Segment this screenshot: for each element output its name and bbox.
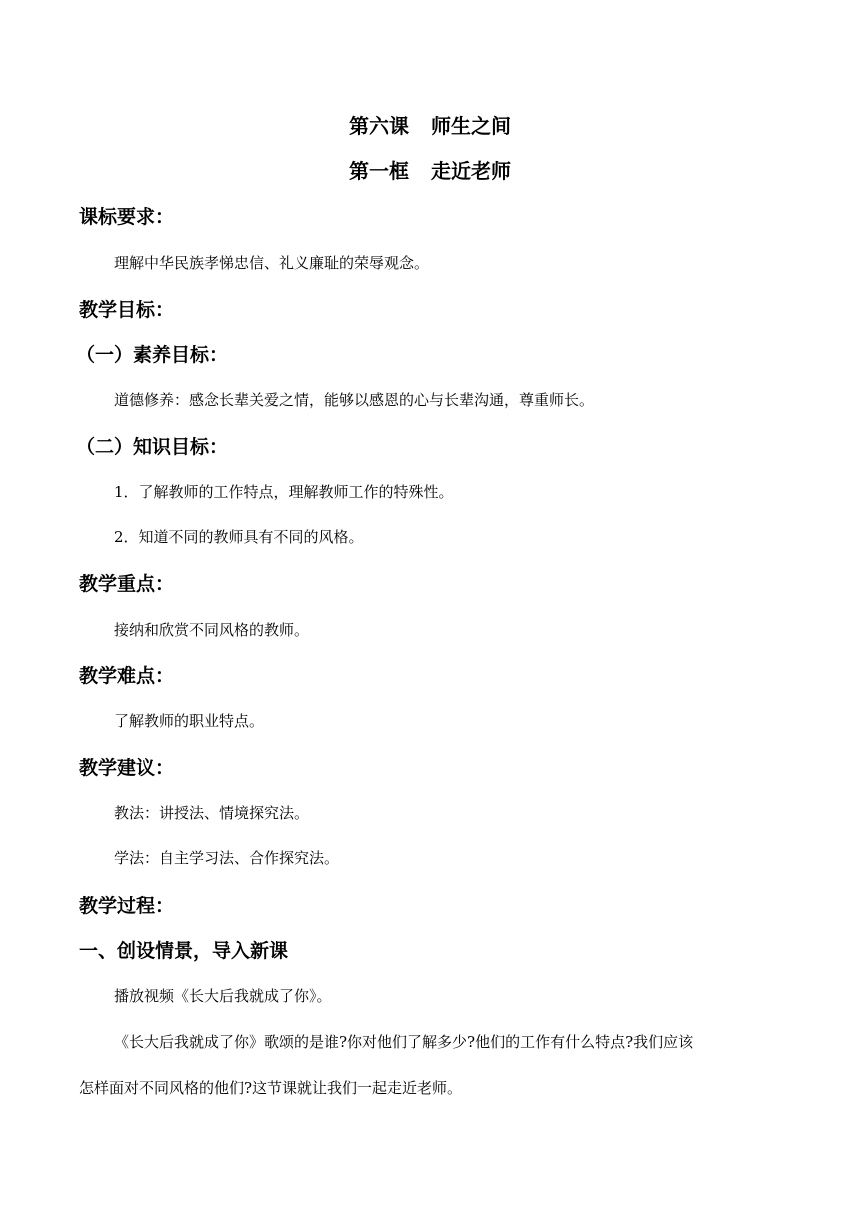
key-text: 接纳和欣赏不同风格的教师。: [114, 621, 310, 639]
standard-text: 理解中华民族孝悌忠信、礼义廉耻的荣辱观念。: [114, 254, 430, 272]
difficulty-text: 了解教师的职业特点。: [114, 712, 265, 730]
advice-heading: 教学建议：: [79, 757, 175, 779]
lesson-name: 师生之间: [431, 114, 511, 138]
advice-teaching-method: 教法：讲授法、情境探究法。: [114, 804, 310, 822]
lesson-title: [0, 116, 860, 136]
frame-number: 第一框: [349, 159, 409, 183]
knowledge-item-2: 2．知道不同的教师具有不同的风格。: [114, 528, 364, 546]
lesson-number: 第六课: [349, 114, 409, 138]
goals-heading: 教学目标：: [79, 299, 175, 321]
key-heading: 教学重点：: [79, 573, 175, 595]
step1-text-question-line2: 怎样面对不同风格的他们?这节课就让我们一起走近老师。: [79, 1079, 463, 1097]
step1-text-question-line1: 《长大后我就成了你》歌颂的是谁?你对他们了解多少?他们的工作有什么特点?我们应该: [114, 1033, 694, 1051]
step1-text-video: 播放视频《长大后我就成了你》。: [114, 987, 332, 1005]
standard-heading: 课标要求：: [79, 206, 175, 228]
advice-learning-method: 学法：自主学习法、合作探究法。: [114, 849, 340, 867]
literacy-heading: （一）素养目标：: [76, 344, 229, 366]
frame-name: 走近老师: [431, 159, 511, 183]
literacy-text: 道德修养：感念长辈关爱之情，能够以感恩的心与长辈沟通，尊重师长。: [114, 391, 595, 409]
knowledge-item-1: 1．了解教师的工作特点，理解教师工作的特殊性。: [114, 483, 454, 501]
difficulty-heading: 教学难点：: [79, 665, 175, 687]
process-heading: 教学过程：: [79, 895, 175, 917]
step1-heading: 一、创设情景，导入新课: [79, 940, 289, 962]
frame-title: [0, 161, 860, 181]
knowledge-heading: （二）知识目标：: [76, 436, 229, 458]
